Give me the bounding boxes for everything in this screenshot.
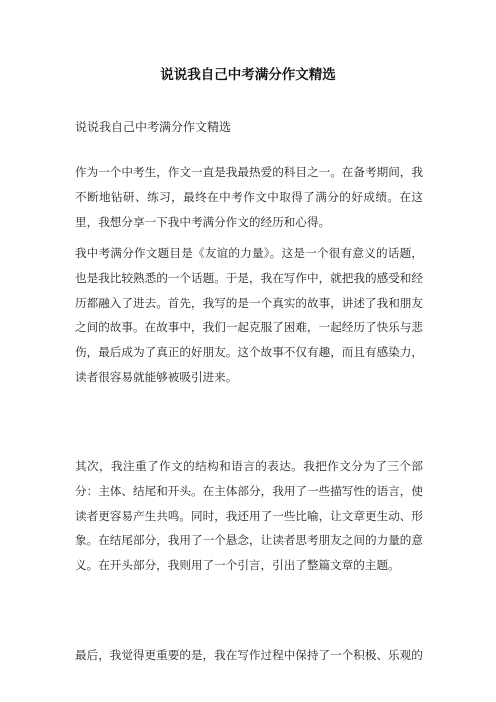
paragraph-intro: 作为一个中考生，作文一直是我最热爱的科目之一。在备考期间，我不断地钻研、练习，最终在中考作文中取得了满分的好成绩。在这里，我想分享一下我中考满分作文的经历和心得。 [75,165,423,229]
paragraph-conclusion: 最后，我觉得更重要的是，我在写作过程中保持了一个积极、乐观的 [75,648,423,662]
document-subtitle: 说说我自己中考满分作文精选 [75,120,232,134]
paragraph-topic: 我中考满分作文题目是《友谊的力量》。这是一个很有意义的话题，也是我比较熟悉的一个话题。于是，我在写作中，就把我的感受和经历都融入了进去。首先，我写的是一个真实的故事，讲述了我和朋友之间的故事。在故事中，我们一起克服了困难，一起经历了快乐与悲伤，最后成为了真正的好朋友。这个故事不仅有趣，而且有感染力，读者很容易就能够被吸引进来。 [75,246,423,384]
paragraph-structure: 其次，我注重了作文的结构和语言的表达。我把作文分为了三个部分：主体、结尾和开头。在主体部分，我用了一些描写性的语言，使读者更容易产生共鸣。同时，我还用了一些比喻，让文章更生动、形象。在结尾部分，我用了一个悬念，让读者思考朋友之间的力量的意义。在开头部分，我则用了一个引言，引出了整篇文章的主题。 [75,459,423,573]
page-title: 说说我自己中考满分作文精选 [160,67,336,83]
